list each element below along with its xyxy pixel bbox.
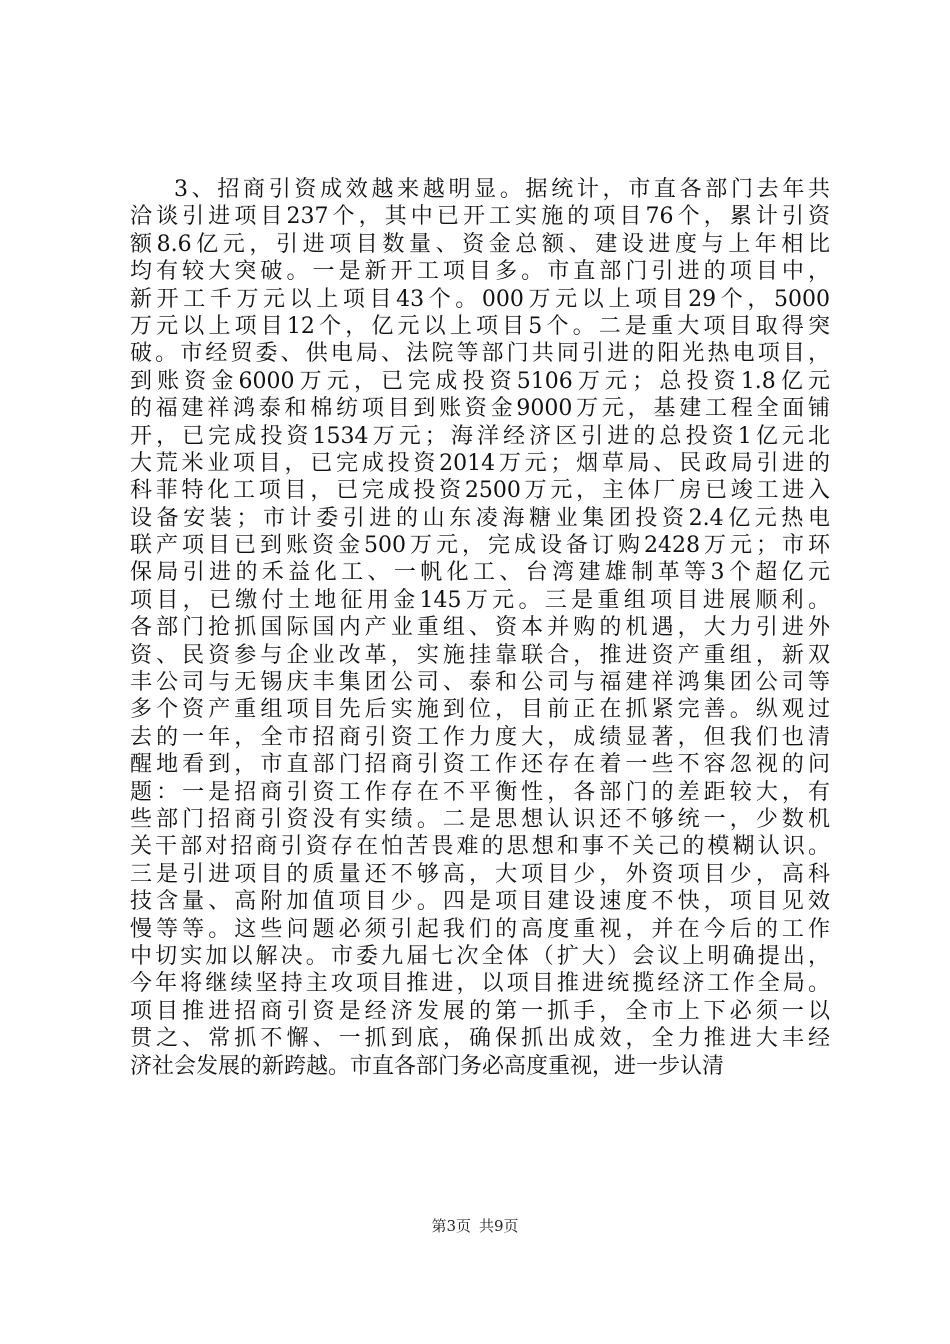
text-line: 保局引进的禾益化工、一帆化工、台湾建雄制革等3个超亿元	[130, 560, 830, 586]
text-line: 项目推进招商引资是经济发展的第一抓手，全市上下必须一以	[130, 998, 830, 1024]
text-line: 丰公司与无锡庆丰集团公司、泰和公司与福建祥鸿集团公司等	[130, 670, 830, 696]
text-line: 大荒米业项目，已完成投资2014万元；烟草局、民政局引进的	[130, 450, 830, 476]
text-line: 开，已完成投资1534万元；海洋经济区引进的总投资1亿元北	[130, 423, 830, 449]
text-line: 济社会发展的新跨越。市直各部门务必高度重视，进一步认清	[130, 1053, 725, 1079]
text-line: 新开工千万元以上项目43个。000万元以上项目29个，5000	[130, 286, 830, 312]
text-line: 万元以上项目12个，亿元以上项目5个。二是重大项目取得突	[130, 313, 830, 339]
text-line: 关干部对招商引资存在怕苦畏难的思想和事不关己的模糊认识。	[130, 834, 830, 860]
text-line: 慢等等。这些问题必须引起我们的高度重视，并在今后的工作	[130, 916, 830, 942]
text-line: 各部门抢抓国际国内产业重组、资本并购的机遇，大力引进外	[130, 615, 830, 641]
text-line: 题：一是招商引资工作存在不平衡性，各部门的差距较大，有	[130, 779, 830, 805]
text-line: 的福建祥鸿泰和棉纺项目到账资金9000万元，基建工程全面铺	[130, 396, 830, 422]
text-line: 多个资产重组项目先后实施到位，目前正在抓紧完善。纵观过	[130, 697, 830, 723]
text-line: 项目，已缴付土地征用金145万元。三是重组项目进展顺利。	[130, 587, 830, 613]
text-line: 额8.6亿元，引进项目数量、资金总额、建设进度与上年相比	[130, 231, 830, 257]
text-line: 贯之、常抓不懈、一抓到底，确保抓出成效，全力推进大丰经	[130, 1026, 830, 1052]
page-total: 共9页	[479, 1217, 519, 1235]
text-line: 中切实加以解决。市委九届七次全体（扩大）会议上明确提出，	[130, 943, 830, 969]
text-line: 醒地看到，市直部门招商引资工作还存在着一些不容忽视的问	[130, 752, 830, 778]
text-line: 洽谈引进项目237个，其中已开工实施的项目76个，累计引资	[130, 204, 830, 230]
text-line: 技含量、高附加值项目少。四是项目建设速度不快，项目见效	[130, 889, 830, 915]
text-line: 到账资金6000万元，已完成投资5106万元；总投资1.8亿元	[130, 368, 830, 394]
text-line: 去的一年，全市招商引资工作力度大，成绩显著，但我们也清	[130, 724, 830, 750]
text-line: 设备安装；市计委引进的山东凌海糖业集团投资2.4亿元热电	[130, 505, 830, 531]
page-number: 第3页	[431, 1217, 471, 1235]
text-line: 破。市经贸委、供电局、法院等部门共同引进的阳光热电项目，	[130, 341, 830, 367]
text-line: 3、招商引资成效越来越明显。据统计，市直各部门去年共	[174, 177, 830, 202]
body-paragraph	[130, 176, 830, 1080]
text-line: 些部门招商引资没有实绩。二是思想认识还不够统一，少数机	[130, 806, 830, 832]
text-line: 资、民资参与企业改革，实施挂靠联合，推进资产重组，新双	[130, 642, 830, 668]
page-footer	[0, 1216, 950, 1236]
text-line: 均有较大突破。一是新开工项目多。市直部门引进的项目中，	[130, 259, 830, 285]
text-line: 今年将继续坚持主攻项目推进，以项目推进统揽经济工作全局。	[130, 971, 830, 997]
text-line: 联产项目已到账资金500万元，完成设备订购2428万元；市环	[130, 533, 830, 559]
text-line: 科菲特化工项目，已完成投资2500万元，主体厂房已竣工进入	[130, 478, 830, 504]
text-line: 三是引进项目的质量还不够高，大项目少，外资项目少，高科	[130, 861, 830, 887]
